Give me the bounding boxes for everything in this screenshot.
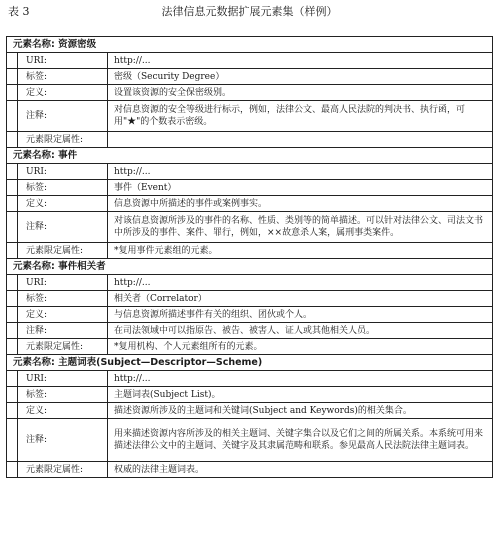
indent-cell — [7, 339, 18, 355]
indent-cell — [7, 419, 18, 462]
section-header-label: 元素名称: — [13, 356, 55, 368]
field-value: 对信息资源的安全等级进行标示，例如，法律公文、最高人民法院的判决书、执行函，可用"★"的个数表示密级。 — [108, 101, 493, 132]
field-value: 在司法领域中可以指原告、被告、被害人、证人或其他相关人员。 — [108, 323, 493, 339]
field-label: 定义: — [18, 196, 108, 212]
field-value: http://... — [108, 275, 493, 291]
section-header-name: 事件相关者 — [58, 260, 106, 272]
indent-cell — [7, 403, 18, 419]
field-value: 设置该资源的安全保密级别。 — [108, 85, 493, 101]
field-label: 注释: — [18, 323, 108, 339]
indent-cell — [7, 101, 18, 132]
table-row — [7, 53, 493, 69]
table-row — [7, 212, 493, 243]
field-label: 定义: — [18, 85, 108, 101]
field-label: 注释: — [18, 419, 108, 462]
field-value: 密级（Security Degree） — [108, 69, 493, 85]
section-header — [7, 259, 493, 275]
indent-cell — [7, 323, 18, 339]
field-label: URI: — [18, 53, 108, 69]
field-value: 用来描述资源内容所涉及的相关主题词、关键字集合以及它们之间的所属关系。本系统可用来描述法律公文中的主题词、关键字及其隶属范畴和联系。参见最高人民法院法律主题词表。 — [108, 419, 493, 462]
metadata-table — [6, 36, 493, 478]
table-row — [7, 243, 493, 259]
field-label: 元素限定属性: — [18, 462, 108, 478]
field-label: 定义: — [18, 403, 108, 419]
table-row — [7, 101, 493, 132]
indent-cell — [7, 371, 18, 387]
indent-cell — [7, 387, 18, 403]
table-row — [7, 180, 493, 196]
table-row — [7, 85, 493, 101]
indent-cell — [7, 212, 18, 243]
table-row — [7, 69, 493, 85]
section-header-row — [7, 37, 493, 53]
indent-cell — [7, 196, 18, 212]
section-header-name: 事件 — [58, 149, 78, 161]
field-label: 标签: — [18, 387, 108, 403]
table-row — [7, 371, 493, 387]
table-row — [7, 196, 493, 212]
indent-cell — [7, 85, 18, 101]
field-value: 描述资源所涉及的主题词和关键词(Subject and Keywords)的相关集合。 — [108, 403, 493, 419]
section-header-label: 元素名称: — [13, 149, 55, 161]
table-row — [7, 291, 493, 307]
section-header-label: 元素名称: — [13, 260, 55, 272]
field-value: http://... — [108, 371, 493, 387]
section-header-label: 元素名称: — [13, 38, 55, 50]
section-header-row — [7, 355, 493, 371]
section-header-name: 资源密级 — [58, 38, 97, 50]
field-label: 元素限定属性: — [18, 339, 108, 355]
field-value: http://... — [108, 53, 493, 69]
field-label: 注释: — [18, 212, 108, 243]
table-row — [7, 164, 493, 180]
field-value: http://... — [108, 164, 493, 180]
table-row — [7, 339, 493, 355]
table-row — [7, 387, 493, 403]
section-header — [7, 355, 493, 371]
table-title: 法律信息元数据扩展元素集（样例） — [161, 5, 338, 18]
field-label: 定义: — [18, 307, 108, 323]
section-header-row — [7, 259, 493, 275]
indent-cell — [7, 291, 18, 307]
table-caption — [6, 4, 493, 20]
table-number: 表 3 — [8, 5, 30, 18]
field-value: 事件（Event） — [108, 180, 493, 196]
table-row — [7, 275, 493, 291]
table-row — [7, 419, 493, 462]
field-label: 元素限定属性: — [18, 132, 108, 148]
field-value: 主题词表(Subject List)。 — [108, 387, 493, 403]
indent-cell — [7, 243, 18, 259]
field-label: 注释: — [18, 101, 108, 132]
field-label: URI: — [18, 275, 108, 291]
table-row — [7, 403, 493, 419]
field-value: *复用机构、个人元素组所有的元素。 — [108, 339, 493, 355]
indent-cell — [7, 69, 18, 85]
field-label: 标签: — [18, 180, 108, 196]
indent-cell — [7, 164, 18, 180]
field-value: 与信息资源所描述事件有关的组织、团伙或个人。 — [108, 307, 493, 323]
indent-cell — [7, 307, 18, 323]
indent-cell — [7, 275, 18, 291]
indent-cell — [7, 53, 18, 69]
table-row — [7, 132, 493, 148]
field-label: URI: — [18, 371, 108, 387]
field-value — [108, 132, 493, 148]
field-value: 对该信息资源所涉及的事件的名称、性质、类别等的简单描述。可以针对法律公文、司法文书中所涉及的事件、案件、罪行，例如，××故意杀人案，属刑事类案件。 — [108, 212, 493, 243]
table-row — [7, 323, 493, 339]
indent-cell — [7, 132, 18, 148]
section-header — [7, 148, 493, 164]
field-value: 相关者（Correlator） — [108, 291, 493, 307]
section-header-name: 主题词表(Subject—Descriptor—Scheme) — [58, 356, 263, 368]
field-label: URI: — [18, 164, 108, 180]
field-label: 标签: — [18, 291, 108, 307]
field-value: 权威的法律主题词表。 — [108, 462, 493, 478]
section-header-row — [7, 148, 493, 164]
indent-cell — [7, 180, 18, 196]
table-row — [7, 307, 493, 323]
section-header — [7, 37, 493, 53]
indent-cell — [7, 462, 18, 478]
field-label: 元素限定属性: — [18, 243, 108, 259]
field-value: 信息资源中所描述的事件或案例事实。 — [108, 196, 493, 212]
table-row — [7, 462, 493, 478]
field-label: 标签: — [18, 69, 108, 85]
field-value: *复用事件元素组的元素。 — [108, 243, 493, 259]
